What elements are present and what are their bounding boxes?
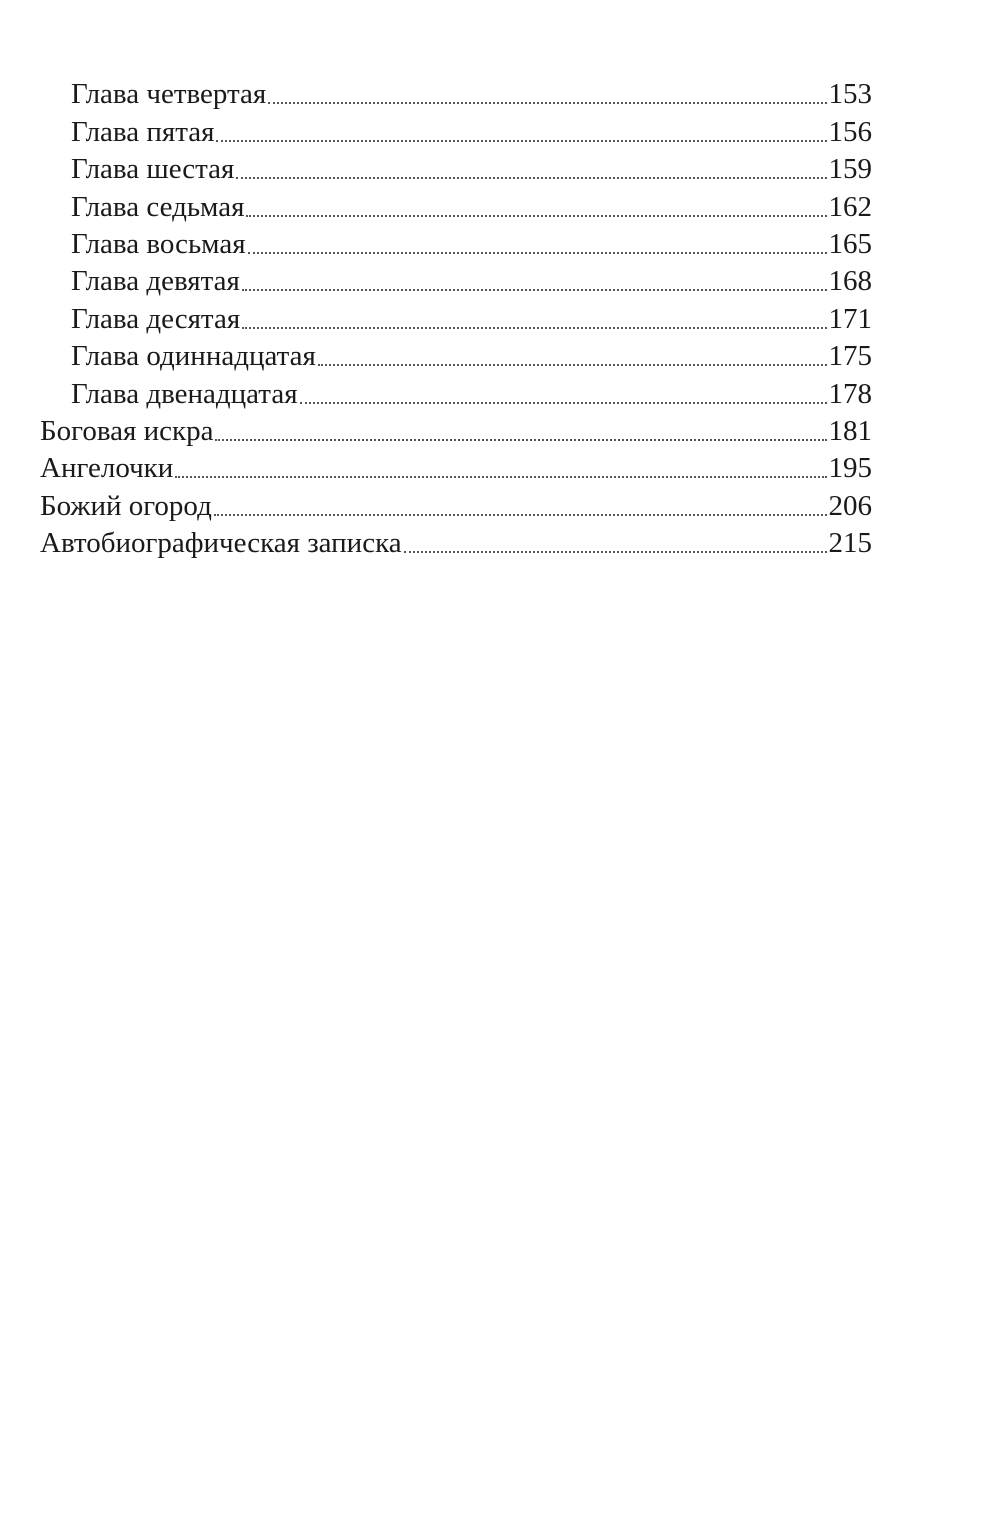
toc-entry-title: Автобиографическая записка [40, 527, 402, 560]
toc-entry-page: 159 [828, 153, 872, 186]
toc-entry-page: 195 [828, 452, 872, 485]
toc-dot-leader [175, 476, 826, 478]
toc-entry [0, 371, 872, 408]
toc-dot-leader [404, 551, 827, 553]
toc-entry [0, 409, 872, 446]
toc-entry-title: Глава двенадцатая [71, 377, 298, 410]
toc-entry-title: Глава шестая [71, 153, 235, 186]
toc-entry-title: Глава восьмая [71, 227, 246, 260]
toc-entry-page: 206 [828, 489, 872, 522]
toc-entry-page: 168 [828, 265, 872, 298]
toc-dot-leader [242, 327, 826, 329]
toc-entry [0, 334, 872, 371]
toc-entry-title: Ангелочки [40, 452, 174, 485]
toc-dot-leader [215, 439, 826, 441]
toc-dot-leader [242, 289, 827, 291]
toc-dot-leader [214, 514, 827, 516]
toc-dot-leader [268, 102, 826, 104]
toc-entry-page: 215 [828, 527, 872, 560]
toc-entry-page: 153 [828, 78, 872, 111]
toc-dot-leader [318, 364, 827, 366]
toc-entry [0, 446, 872, 483]
table-of-contents [0, 72, 1000, 558]
toc-entry [0, 222, 872, 259]
toc-entry [0, 483, 872, 520]
toc-entry-title: Глава одиннадцатая [71, 340, 316, 373]
toc-entry [0, 521, 872, 558]
toc-entry-page: 162 [828, 190, 872, 223]
toc-entry-page: 181 [828, 414, 872, 447]
toc-entry-title: Глава девятая [71, 265, 240, 298]
toc-entry [0, 296, 872, 333]
toc-entry-title: Глава пятая [71, 115, 215, 148]
toc-entry-title: Глава десятая [71, 302, 241, 335]
toc-entry [0, 259, 872, 296]
toc-entry-page: 156 [828, 115, 872, 148]
toc-entry [0, 184, 872, 221]
toc-entry-title: Боговая искра [40, 414, 214, 447]
toc-entry-title: Глава четвертая [71, 78, 267, 111]
toc-entry-page: 171 [828, 302, 872, 335]
toc-entry-page: 175 [828, 340, 872, 373]
toc-entry-title: Глава седьмая [71, 190, 245, 223]
toc-entry-page: 178 [828, 377, 872, 410]
toc-dot-leader [246, 215, 826, 217]
toc-dot-leader [216, 140, 826, 142]
toc-entry [0, 147, 872, 184]
toc-dot-leader [236, 177, 826, 179]
toc-entry-title: Божий огород [40, 489, 212, 522]
toc-entry [0, 109, 872, 146]
toc-entry-page: 165 [828, 227, 872, 260]
toc-dot-leader [248, 252, 827, 254]
toc-dot-leader [300, 402, 827, 404]
toc-entry [0, 72, 872, 109]
